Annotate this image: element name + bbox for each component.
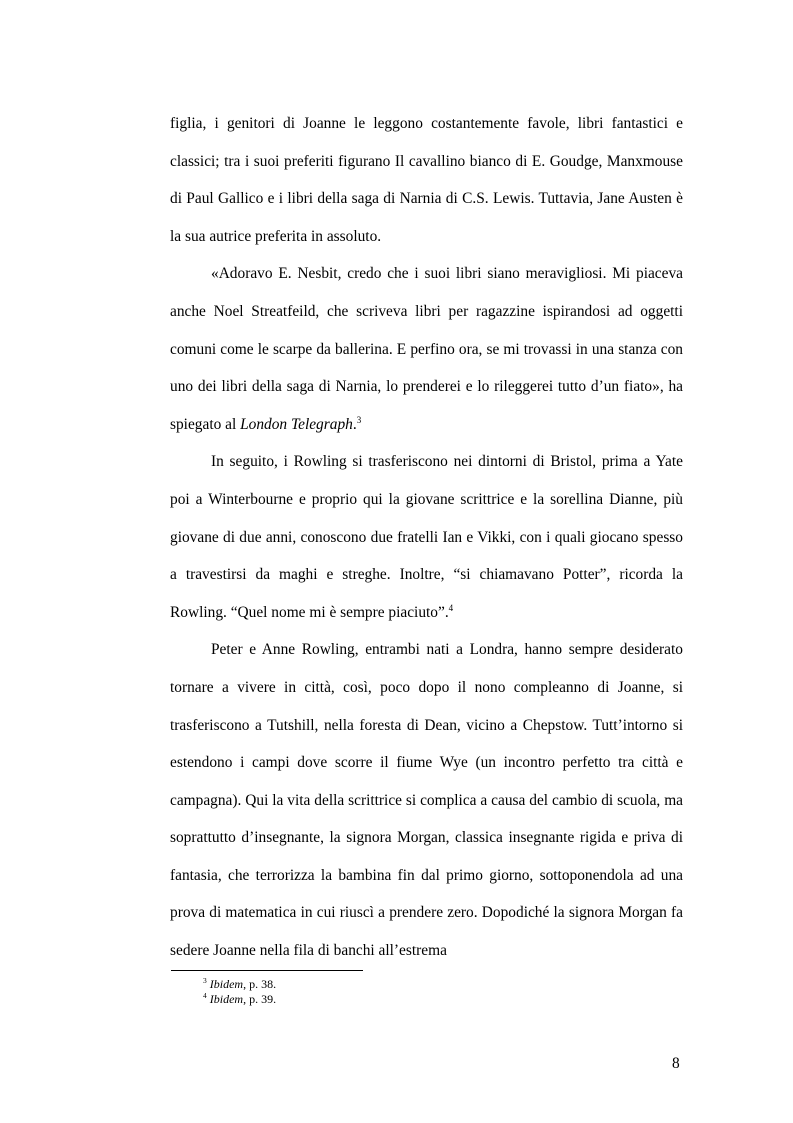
source-title: London Telegraph <box>240 415 353 433</box>
footnote-number: 3 <box>203 976 207 985</box>
footnote-item <box>203 992 276 1007</box>
footnote-separator <box>171 970 363 971</box>
paragraph-3-text: In seguito, i Rowling si trasferiscono nei dintorni di Bristol, prima a Yate poi a Winterbourne e proprio qui la giovane scrittrice e la sorellina Dianne, più giovane di due anni, conoscono due fratelli Ian e Vikki, con i quali giocano spesso a travestirsi da maghi e streghe. Inoltre, “si chiamavano Potter”, ricorda la Rowling. “Quel nome mi è sempre piaciuto”. <box>170 453 683 621</box>
footnote-source: Ibidem <box>209 992 244 1006</box>
paragraph-4: Peter e Anne Rowling, entrambi nati a Londra, hanno sempre desiderato tornare a vivere in città, così, poco dopo il nono compleanno di Joanne, si trasferiscono a Tutshill, nella foresta di Dean, vicino a Chepstow. Tutt’intorno si estendono i campi dove scorre il fiume Wye (un incontro perfetto tra città e campagna). Qui la vita della scrittrice si complica a causa del cambio di scuola, ma soprattutto d’insegnante, la signora Morgan, classica insegnante rigida e priva di fantasia, che terrorizza la bambina fin dal primo giorno, sottoponendola ad una prova di matematica in cui riuscì a prendere zero. Dopodiché la signora Morgan fa sedere Joanne nella fila di banchi all’estrema <box>170 641 683 960</box>
footnotes <box>203 977 276 1007</box>
footnote-text: , p. 38. <box>243 977 277 991</box>
footnote-number: 4 <box>203 991 207 1000</box>
footnote-item <box>203 977 276 992</box>
paragraph-1: figlia, i genitori di Joanne le leggono costantemente favole, libri fantastici e classici; tra i suoi preferiti figurano Il cavallino bianco di E. Goudge, Manxmouse di Paul Gallico e i libri della saga di Narnia di C.S. Lewis. Tuttavia, Jane Austen è la sua autrice preferita in assoluto. <box>170 115 683 245</box>
body-text <box>170 105 683 970</box>
paragraph-2 <box>170 255 683 443</box>
footnote-text: , p. 39. <box>243 992 277 1006</box>
paragraph-2-end: . <box>352 415 357 433</box>
page-number: 8 <box>672 1055 680 1072</box>
footnote-ref-3[interactable]: 3 <box>356 414 362 425</box>
footnote-ref-4[interactable]: 4 <box>448 602 454 613</box>
paragraph-3 <box>170 443 683 631</box>
paragraph-2-text: «Adoravo E. Nesbit, credo che i suoi libri siano meravigliosi. Mi piaceva anche Noel Streatfeild, che scriveva libri per ragazzine ispirandosi ad oggetti comuni come le scarpe da ballerina. E perfino ora, se mi trovassi in una stanza con uno dei libri della saga di Narnia, lo prenderei e lo rileggerei tutto d’un fiato», ha spiegato al <box>170 265 683 433</box>
footnote-source: Ibidem <box>209 977 244 991</box>
